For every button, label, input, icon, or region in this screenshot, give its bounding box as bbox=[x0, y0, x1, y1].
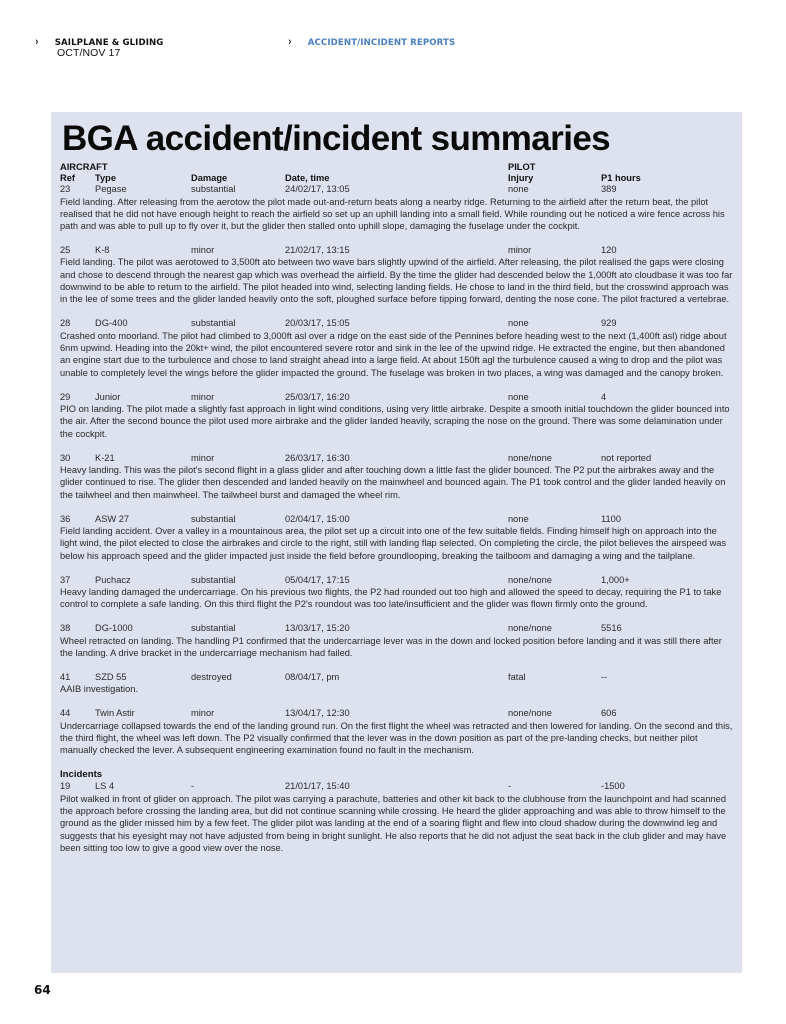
entry-date: 05/04/17, 17:15 bbox=[285, 574, 350, 585]
entry-ref: 41 bbox=[60, 671, 71, 682]
entry-row bbox=[60, 318, 736, 330]
entry-damage: substantial bbox=[191, 574, 236, 585]
entry-row bbox=[60, 575, 736, 587]
entry-type: ASW 27 bbox=[95, 513, 130, 524]
entry-damage: minor bbox=[191, 391, 215, 402]
entry-description: Heavy landing. This was the pilot's second flight in a glass glider and after touching down a little fast the glider bounced. The P2 put the airbrakes away and the glider continued to rise. The glider then descended and landed heavily on the mainwheel and bounced again. The P1 took control and the glider landed heavily on the tailwheel and then mainwheel. The tailwheel burst and damaged the wheel rim. bbox=[60, 465, 726, 500]
entry-date: 02/04/17, 15:00 bbox=[285, 513, 350, 524]
col-date: Date, time bbox=[285, 173, 330, 183]
entry-type: DG-400 bbox=[95, 318, 128, 329]
entry-date: 25/03/17, 16:20 bbox=[285, 391, 350, 402]
entry-row bbox=[60, 245, 736, 257]
entry-injury: fatal bbox=[508, 671, 526, 682]
entry-date: 21/02/17, 13:15 bbox=[285, 244, 350, 255]
entry-damage: substantial bbox=[191, 184, 236, 194]
entry-date: 13/04/17, 12:30 bbox=[285, 708, 350, 719]
accident-entry bbox=[60, 392, 736, 440]
entry-date: 08/04/17, pm bbox=[285, 671, 340, 682]
entry-ref: 36 bbox=[60, 513, 71, 524]
accident-entry bbox=[60, 708, 736, 756]
entry-hours: 4 bbox=[601, 391, 607, 402]
accident-list bbox=[60, 184, 736, 757]
entry-type: LS 4 bbox=[95, 781, 115, 792]
section-name: ACCIDENT/INCIDENT REPORTS bbox=[307, 38, 456, 48]
column-header bbox=[60, 173, 736, 184]
col-hours: P1 hours bbox=[601, 173, 641, 183]
chevron-right-icon: › bbox=[35, 36, 39, 48]
entry-row bbox=[60, 184, 736, 196]
entry-type: Junior bbox=[95, 391, 121, 402]
page-number: 64 bbox=[34, 983, 51, 997]
chevron-right-icon: › bbox=[288, 36, 292, 48]
entry-damage: minor bbox=[191, 708, 215, 719]
accident-entry bbox=[60, 453, 736, 501]
entry-date: 20/03/17, 15:05 bbox=[285, 318, 350, 329]
entry-ref: 29 bbox=[60, 391, 71, 402]
entry-hours: 1,000+ bbox=[601, 574, 630, 585]
issue-date: OCT/NOV 17 bbox=[57, 47, 121, 59]
group-pilot-label: PILOT bbox=[508, 162, 536, 172]
entry-type: Puchacz bbox=[95, 574, 131, 585]
entry-ref: 23 bbox=[60, 184, 71, 194]
entry-damage: substantial bbox=[191, 318, 236, 329]
entry-hours: 5516 bbox=[601, 623, 622, 634]
entry-description: AAIB investigation. bbox=[60, 684, 139, 695]
entry-injury: none bbox=[508, 184, 529, 194]
entry-damage: destroyed bbox=[191, 671, 232, 682]
entry-type: K-8 bbox=[95, 244, 110, 255]
col-type: Type bbox=[95, 173, 117, 183]
entry-injury: none bbox=[508, 318, 529, 329]
page-title: BGA accident/incident summaries bbox=[62, 119, 611, 158]
entry-hours: -- bbox=[601, 671, 608, 682]
entry-description: Heavy landing damaged the undercarriage. On his previous two flights, the P2 had rounded out too high and allowed the speed to decay, requiring the P1 to take control to complete a safe landing. On this third flight the P2's roundout was too late/insufficient and the glider was flown firmly onto the ground. bbox=[60, 587, 722, 610]
entry-row bbox=[60, 514, 736, 526]
entry-description: Field landing accident. Over a valley in a mountainous area, the pilot set up a circuit into one of the few suitable fields. Finding himself high on approach into the light wind, the pilot elected to close the airbrakes and circle to the right, still with landing flap selected. On completing the circle, the pilot believes the airspeed was below his approach speed and the glider impacted just inside the field before groundlooping, breaking the tailboom and damaging a wing and the tailplane. bbox=[60, 526, 727, 561]
entry-date: 21/01/17, 15:40 bbox=[285, 781, 350, 792]
entry-row bbox=[60, 781, 736, 793]
group-aircraft-label: AIRCRAFT bbox=[60, 162, 108, 172]
entry-row bbox=[60, 453, 736, 465]
entry-row bbox=[60, 672, 736, 684]
entry-ref: 38 bbox=[60, 623, 71, 634]
entry-damage: substantial bbox=[191, 513, 236, 524]
entry-ref: 19 bbox=[60, 781, 71, 792]
entry-description: Pilot walked in front of glider on approach. The pilot was carrying a parachute, batteries and other kit back to the clubhouse from the launchpoint and had scanned the approach before crossing the landing area, but did not continue scanning while crossing. He heard the glider approaching and was able to throw himself to the ground as the glider missed him by a few feet. The glider pilot was landing at the end of a soaring flight and flew into cloud shadow during the downwind leg and suggests that his eyesight may not have adjusted from being in bright sunlight. He also reports that he did not adjust the seat back in the club glider and may have been sitting too low to give a good view over the nose. bbox=[60, 793, 727, 853]
entry-type: Twin Astir bbox=[95, 708, 135, 719]
col-ref: Ref bbox=[60, 173, 75, 183]
entry-type: DG-1000 bbox=[95, 623, 133, 634]
entry-row bbox=[60, 392, 736, 404]
entry-type: SZD 55 bbox=[95, 671, 127, 682]
entry-hours: 389 bbox=[601, 184, 617, 194]
incident-entry bbox=[60, 781, 736, 854]
entry-injury: none/none bbox=[508, 574, 552, 585]
entry-hours: 606 bbox=[601, 708, 617, 719]
entry-injury: none bbox=[508, 391, 529, 402]
entry-damage: minor bbox=[191, 244, 215, 255]
accident-entry bbox=[60, 245, 736, 306]
entry-hours: 1100 bbox=[601, 513, 621, 524]
accident-entry bbox=[60, 184, 736, 232]
running-header-section bbox=[288, 36, 455, 48]
accident-entry bbox=[60, 575, 736, 611]
incidents-heading: Incidents bbox=[60, 769, 103, 781]
entry-description: Wheel retracted on landing. The handling P1 confirmed that the undercarriage lever was in the down and locked position before landing and it was still there after the landing. A drive bracket in the undercarriage mechanism had failed. bbox=[60, 635, 722, 658]
accident-entry bbox=[60, 514, 736, 562]
entry-injury: none/none bbox=[508, 708, 552, 719]
entry-row bbox=[60, 708, 736, 720]
entry-description: Crashed onto moorland. The pilot had climbed to 3,000ft asl over a ridge on the east side of the Pennines before heading west to the next (1,400ft asl) ridge about 6nm upwind. Heading into the 20kt+ wind, the pilot encountered severe rotor and sink in the lee of the upwind ridge. He extracted the engine, but then abandoned an engine start due to the turbulence and chose to land straight ahead into a large field. At about 150ft agl the turbulence caused a wing to drop and the pilot was unable to completely level the wings before the glider impacted the ground. The fuselage was broken in two places, a wing was damaged and the canopy broken. bbox=[60, 330, 727, 378]
summaries-panel bbox=[51, 112, 742, 973]
col-injury: Injury bbox=[508, 173, 534, 183]
entry-description: Field landing. The pilot was aerotowed to 3,500ft ato between two wave bars slightly upwind of the airfield. After releasing, the pilot realised the gaps were closing and chose to descend through the nearest gap which was overhead the airfield. By the time the glider had descended below the 1,000ft ato cloudbase it was too far downwind to be able to return to the airfield. The pilot headed into wind, selecting landing fields. He chose to land in the third field, but the crosswind approach was in the lee of some trees and the glider landed heavily onto the soft, ploughed surface before tipping forward, denting the nose cone. The pilot fractured a vertebrae. bbox=[60, 257, 733, 305]
magazine-name: SAILPLANE & GLIDING bbox=[54, 38, 164, 48]
entry-date: 26/03/17, 16:30 bbox=[285, 452, 350, 463]
entry-ref: 25 bbox=[60, 244, 71, 255]
entry-damage: minor bbox=[191, 452, 215, 463]
entry-hours: -1500 bbox=[601, 781, 625, 792]
entry-ref: 37 bbox=[60, 574, 71, 585]
entry-description: Field landing. After releasing from the aerotow the pilot made out-and-return beats along a nearby ridge. Returning to the airfield after the return beat, the pilot realised that he did not have enough height to reach the airfield so set up an uphill landing into a small field. While rounding out he noticed a wire fence across his path and was able to pull up to fly over it, but the glider then stalled onto uphill slope, damaging the fuselage under the cockpit. bbox=[60, 196, 725, 232]
entry-injury: none/none bbox=[508, 452, 552, 463]
entry-type: Pegase bbox=[95, 184, 127, 194]
entry-injury: - bbox=[508, 781, 512, 792]
column-group-header bbox=[60, 162, 736, 173]
accident-entry bbox=[60, 623, 736, 659]
entry-hours: 929 bbox=[601, 318, 617, 329]
entry-hours: not reported bbox=[601, 452, 652, 463]
entry-injury: none/none bbox=[508, 623, 552, 634]
entry-row bbox=[60, 623, 736, 635]
entry-ref: 44 bbox=[60, 708, 71, 719]
entry-type: K-21 bbox=[95, 452, 115, 463]
entry-date: 24/02/17, 13:05 bbox=[285, 184, 350, 194]
entry-injury: none bbox=[508, 513, 529, 524]
entry-ref: 28 bbox=[60, 318, 71, 329]
col-damage: Damage bbox=[191, 173, 228, 183]
entry-damage: substantial bbox=[191, 623, 236, 634]
accident-entry bbox=[60, 672, 736, 696]
running-header-magazine bbox=[35, 36, 164, 59]
entry-hours: 120 bbox=[601, 244, 617, 255]
entry-injury: minor bbox=[508, 244, 532, 255]
entry-date: 13/03/17, 15:20 bbox=[285, 623, 350, 634]
entry-damage: - bbox=[191, 781, 195, 792]
entry-ref: 30 bbox=[60, 452, 71, 463]
entry-description: PIO on landing. The pilot made a slightly fast approach in light wind conditions, using very little airbrake. Despite a smooth initial touchdown the glider bounced into the air. After the second bounce the pilot used more airbrake and the glider landed heavily, scraping the nose on the ground. There was some delamination under the cockpit. bbox=[60, 404, 730, 439]
accident-entry bbox=[60, 318, 736, 379]
entry-description: Undercarriage collapsed towards the end of the landing ground run. On the first flight the wheel was retracted and then lowered for landing. On the second and this, the third flight, the wheel was left down. The P2 visually confirmed that the lever was in the down position as part of the pre-landing checks, but neither pilot manually checked the lever. A subsequent engineering examination found no fault in the mechanism. bbox=[60, 720, 733, 756]
